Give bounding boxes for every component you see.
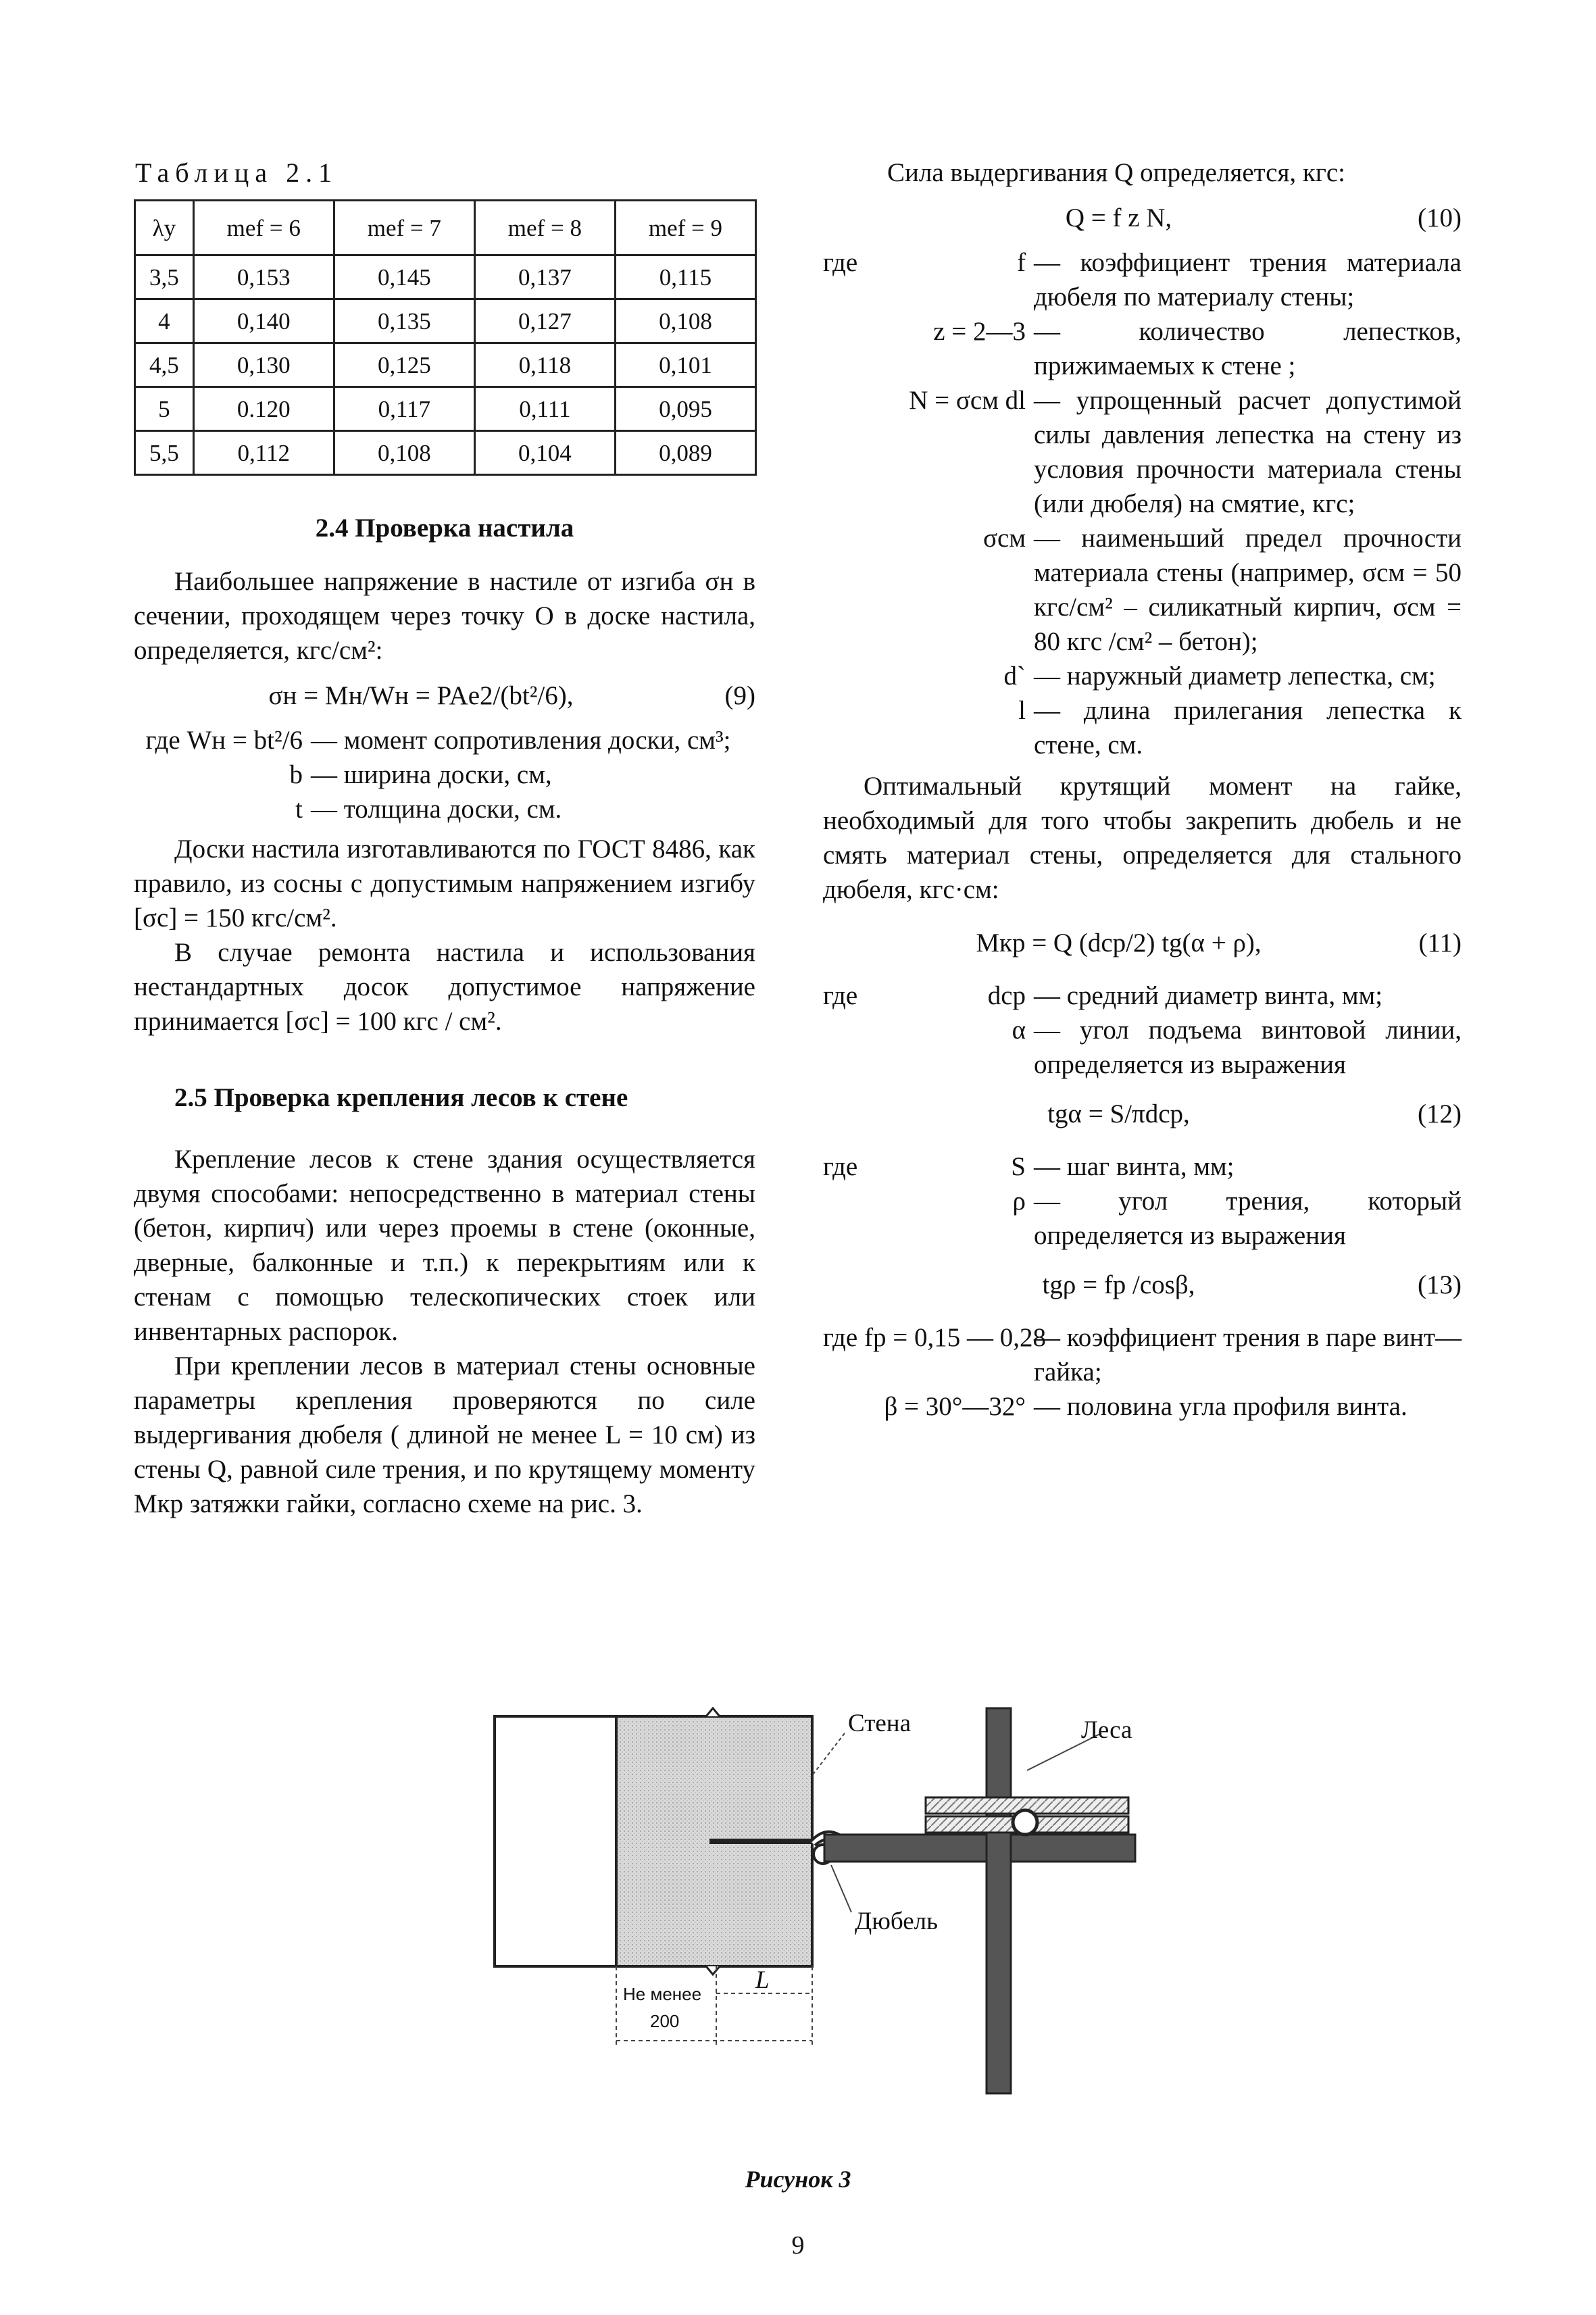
definition-text: — упрощенный расчет допустимой силы давления лепестка на стену из условия прочности материала стены (или дюбеля) на смятие, кгс; bbox=[1034, 386, 1462, 518]
formula-13 bbox=[823, 1266, 1462, 1303]
label-min: Не менее bbox=[623, 1984, 702, 2004]
definition-term: b bbox=[289, 760, 303, 789]
definitions-list bbox=[134, 723, 755, 826]
paragraph: Доски настила изготавливаются по ГОСТ 8486, как правило, из сосны с допустимым напряжением изгибу [σс] = 150 кгс/см². bbox=[134, 835, 755, 932]
table-cell: 5 bbox=[135, 387, 194, 431]
formula-number: (12) bbox=[1418, 1099, 1462, 1128]
table-cell: 0,117 bbox=[334, 387, 474, 431]
table-caption: Таблица 2.1 bbox=[135, 157, 339, 188]
table-header-cell: mef = 9 bbox=[615, 201, 755, 255]
definition-item bbox=[823, 521, 1462, 659]
definition-text: — количество лепестков, прижимаемых к стене ; bbox=[1034, 317, 1462, 380]
table-cell: 0,145 bbox=[334, 255, 474, 299]
definition-prefix: где bbox=[823, 981, 858, 1010]
section-title-2-5: 2.5 Проверка крепления лесов к стене bbox=[174, 1083, 628, 1112]
table-cell: 0,108 bbox=[334, 431, 474, 475]
table-cell: 0.120 bbox=[193, 387, 334, 431]
table-row bbox=[135, 299, 756, 343]
definition-text: — коэффициент трения в паре винт—гайка; bbox=[1034, 1323, 1462, 1387]
formula-text: Q = f z N, bbox=[1065, 203, 1172, 232]
label-dowel: Дюбель bbox=[855, 1908, 938, 1935]
definition-term: ρ bbox=[1012, 1187, 1026, 1216]
definition-item bbox=[134, 792, 755, 826]
paragraph: При креплении лесов в материал стены основные параметры крепления проверяются по силе выдергивания дюбеля ( длиной не менее L = 10 см) из стены Q, равной силе трения, и по крутящему моменту Mкр затяжки гайки, согласно схеме на рис. 3. bbox=[134, 1351, 755, 1518]
definitions-list bbox=[823, 978, 1462, 1082]
table-cell: 0,153 bbox=[193, 255, 334, 299]
table-cell: 0,115 bbox=[615, 255, 755, 299]
table-cell: 0,125 bbox=[334, 343, 474, 387]
definition-text: — момент сопротивления доски, см³; bbox=[311, 726, 731, 755]
definition-term: d` bbox=[1003, 662, 1026, 691]
label-scaffold: Леса bbox=[1081, 1716, 1132, 1744]
scaffold-tube bbox=[824, 1835, 1135, 1862]
formula-number: (11) bbox=[1418, 928, 1462, 957]
table-cell: 5,5 bbox=[135, 431, 194, 475]
formula-text: tgρ = fp /cosβ, bbox=[1042, 1270, 1195, 1299]
formula-number: (9) bbox=[724, 680, 755, 710]
table-cell: 0,095 bbox=[615, 387, 755, 431]
definition-prefix bbox=[823, 659, 891, 693]
label-wall: Стена bbox=[848, 1710, 912, 1737]
figure-3 bbox=[493, 1696, 1169, 2101]
table-header-row bbox=[135, 201, 756, 255]
definition-term: N = σсм dl bbox=[909, 386, 1026, 415]
definition-text: — средний диаметр винта, мм; bbox=[1034, 981, 1383, 1010]
formula-number: (13) bbox=[1418, 1270, 1462, 1299]
definition-item bbox=[823, 383, 1462, 521]
paragraph: Крепление лесов к стене здания осуществляется двумя способами: непосредственно в материал стены (бетон, кирпич) или через проемы в стене (оконные, дверные, балконные и т.п.) к перекрытиям или к стенам с помощью телескопических стоек или инвентарных распорок. bbox=[134, 1145, 755, 1346]
definition-term: где fp = 0,15 — 0,28 bbox=[823, 1323, 1046, 1352]
definition-term: l bbox=[1018, 696, 1026, 725]
definition-term: dср bbox=[987, 981, 1026, 1010]
definition-text: — наружный диаметр лепестка, см; bbox=[1034, 662, 1436, 691]
table-cell: 0,111 bbox=[474, 387, 615, 431]
definition-term: z = 2—3 bbox=[933, 317, 1026, 346]
table-header-cell: mef = 7 bbox=[334, 201, 474, 255]
leader-line bbox=[811, 1733, 845, 1777]
definition-term: α bbox=[1012, 1016, 1026, 1045]
formula-number: (10) bbox=[1418, 203, 1462, 232]
room-outline bbox=[495, 1716, 616, 1966]
clamp-coupler bbox=[1013, 1810, 1037, 1835]
definition-term: σсм bbox=[982, 524, 1026, 553]
definition-term: где Wн = bt²/6 bbox=[145, 726, 303, 755]
definition-term: f bbox=[1017, 248, 1026, 277]
table-header-cell: mef = 6 bbox=[193, 201, 334, 255]
definitions-list bbox=[823, 1149, 1462, 1253]
table-cell: 0,135 bbox=[334, 299, 474, 343]
definition-text: — угол трения, который определяется из выражения bbox=[1034, 1187, 1462, 1250]
definition-item bbox=[823, 659, 1462, 693]
paragraph: Наибольшее напряжение в настиле от изгиба σн в сечении, проходящем через точку О в доске настила, определяется, кгс/см²: bbox=[134, 567, 755, 665]
definition-prefix bbox=[823, 521, 891, 659]
table-cell: 4,5 bbox=[135, 343, 194, 387]
definition-item bbox=[823, 1149, 1462, 1184]
section-title-2-4: 2.4 Проверка настила bbox=[315, 514, 574, 543]
definition-prefix bbox=[823, 314, 891, 383]
definitions-list bbox=[823, 245, 1462, 762]
table-cell: 0,127 bbox=[474, 299, 615, 343]
definition-text: — угол подъема винтовой линии, определяется из выражения bbox=[1034, 1016, 1462, 1079]
definition-term: t bbox=[295, 795, 303, 824]
definition-item bbox=[823, 978, 1462, 1013]
definition-term: S bbox=[1011, 1152, 1026, 1181]
table-row bbox=[135, 343, 756, 387]
definition-prefix bbox=[823, 693, 891, 762]
definition-prefix: где bbox=[823, 1152, 858, 1181]
definition-text: — половина угла профиля винта. bbox=[1034, 1392, 1407, 1421]
leader-line bbox=[831, 1865, 851, 1912]
paragraph: В случае ремонта настила и использования нестандартных досок допустимое напряжение принимается [σс] = 100 кгс / см². bbox=[134, 938, 755, 1036]
formula-10 bbox=[823, 199, 1462, 236]
definition-item bbox=[823, 1184, 1462, 1253]
definition-item bbox=[823, 1389, 1462, 1424]
left-column bbox=[134, 155, 755, 1521]
table-cell: 0,140 bbox=[193, 299, 334, 343]
formula-12 bbox=[823, 1095, 1462, 1132]
definition-prefix bbox=[823, 383, 891, 521]
definition-item bbox=[823, 245, 1462, 314]
formula-9 bbox=[134, 677, 755, 714]
coefficient-table bbox=[134, 199, 757, 476]
definition-item bbox=[823, 1320, 1462, 1389]
table-row bbox=[135, 387, 756, 431]
definition-text: — наименьший предел прочности материала стены (например, σсм = 50 кгс/см² – силикатный кирпич, σсм = 80 кгс /см² – бетон); bbox=[1034, 524, 1462, 656]
table-cell: 0,137 bbox=[474, 255, 615, 299]
table-cell: 0,118 bbox=[474, 343, 615, 387]
definition-item bbox=[134, 757, 755, 792]
definition-term: β = 30°—32° bbox=[884, 1392, 1026, 1421]
figure-caption: Рисунок 3 bbox=[745, 2166, 851, 2193]
formula-text: Mкр = Q (dср/2) tg(α + ρ), bbox=[976, 928, 1262, 957]
definition-text: — ширина доски, см, bbox=[311, 760, 552, 789]
table-row bbox=[135, 431, 756, 475]
definition-text: — толщина доски, см. bbox=[311, 795, 562, 824]
formula-text: tgα = S/πdср, bbox=[1047, 1099, 1190, 1128]
definition-item bbox=[823, 314, 1462, 383]
table-cell: 0,101 bbox=[615, 343, 755, 387]
definition-prefix bbox=[823, 1013, 891, 1082]
label-L: L bbox=[755, 1966, 770, 1994]
definition-text: — шаг винта, мм; bbox=[1034, 1152, 1235, 1181]
scaffold-post bbox=[987, 1708, 1011, 2093]
table-header-cell: λу bbox=[135, 201, 194, 255]
right-column bbox=[823, 155, 1462, 1430]
table-row bbox=[135, 255, 756, 299]
definition-item bbox=[823, 1013, 1462, 1082]
page-number: 9 bbox=[791, 2231, 805, 2260]
definition-item bbox=[823, 693, 1462, 762]
definition-prefix bbox=[823, 1184, 891, 1253]
table-cell: 0,104 bbox=[474, 431, 615, 475]
table-cell: 3,5 bbox=[135, 255, 194, 299]
formula-11 bbox=[823, 924, 1462, 961]
table-cell: 0,089 bbox=[615, 431, 755, 475]
paragraph: Оптимальный крутящий момент на гайке, необходимый для того чтобы закрепить дюбель и не смять материал стены, определяется для стального дюбеля, кгс·см: bbox=[823, 772, 1462, 904]
definition-item bbox=[134, 723, 755, 757]
definition-prefix: где bbox=[823, 248, 858, 277]
definition-text: — коэффициент трения материала дюбеля по материалу стены; bbox=[1034, 248, 1462, 312]
definition-text: — длина прилегания лепестка к стене, см. bbox=[1034, 696, 1462, 760]
label-200: 200 bbox=[650, 2011, 680, 2031]
table-cell: 0,108 bbox=[615, 299, 755, 343]
table-cell: 0,112 bbox=[193, 431, 334, 475]
table-cell: 4 bbox=[135, 299, 194, 343]
table-header-cell: mef = 8 bbox=[474, 201, 615, 255]
definitions-list bbox=[823, 1320, 1462, 1424]
formula-text: σн = Mн/Wн = PAe2/(bt²/6), bbox=[268, 680, 574, 710]
table-cell: 0,130 bbox=[193, 343, 334, 387]
paragraph: Сила выдергивания Q определяется, кгс: bbox=[887, 158, 1345, 187]
scaffold-anchor-diagram bbox=[493, 1696, 1169, 2101]
